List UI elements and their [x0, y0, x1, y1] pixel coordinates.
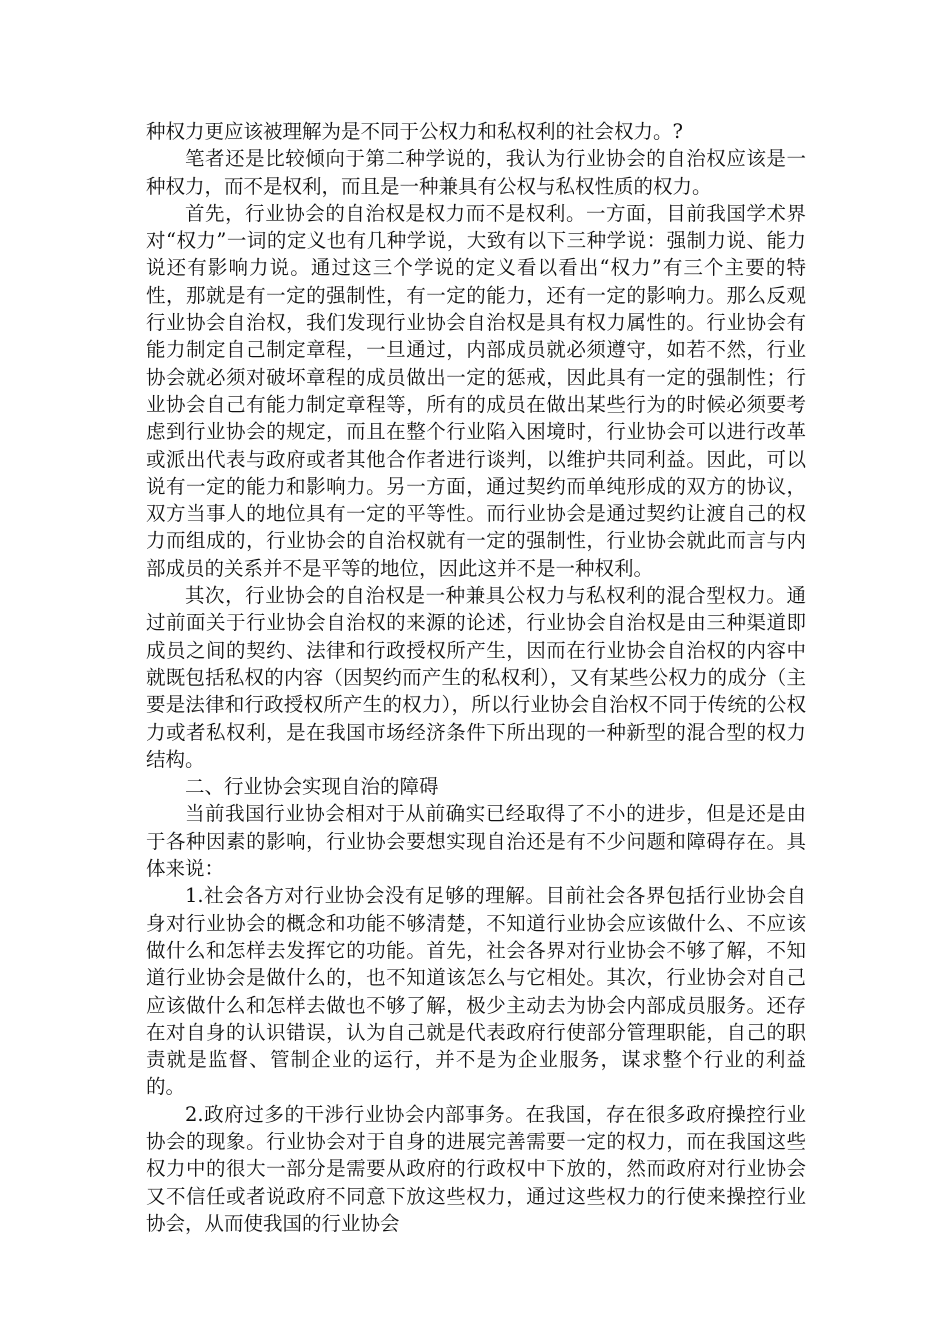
paragraph-item-1: 1.社会各方对行业协会没有足够的理解。目前社会各界包括行业协会自身对行业协会的概念和功能不够清楚，不知道行业协会应该做什么、不应该做什么和怎样去发挥它的功能。首先，社会各界对行业协会不够了解，不知道行业协会是做什么的，也不知道该怎么与它相处。其次，行业协会对自己应该做什么和怎样去做也不够了解，极少主动去为协会内部成员服务。还存在对自身的认识错误，认为自己就是代表政府行使部分管理职能，自己的职责就是监督、管制企业的运行，并不是为企业服务，谋求整个行业的利益的。	[146, 884, 806, 1099]
paragraph-author-view: 笔者还是比较倾向于第二种学说的，我认为行业协会的自治权应该是一种权力，而不是权利，而且是一种兼具有公权与私权性质的权力。	[146, 147, 806, 198]
paragraph-section-intro: 当前我国行业协会相对于从前确实已经取得了不小的进步，但是还是由于各种因素的影响，行业协会要想实现自治还是有不少问题和障碍存在。具体来说：	[146, 802, 806, 881]
section-heading: 二、行业协会实现自治的障碍	[185, 775, 439, 799]
paragraph-continuation: 种权力更应该被理解为是不同于公权力和私权利的社会权力。?	[146, 120, 683, 143]
paragraph-item-2: 2.政府过多的干涉行业协会内部事务。在我国，存在很多政府操控行业协会的现象。行业协会对于自身的进展完善需要一定的权力，而在我国这些权力中的很大一部分是需要从政府的行政权中下放的，然而政府对行业协会又不信任或者说政府不同意下放这些权力，通过这些权力的行使来操控行业协会，从而使我国的行业协会	[146, 1102, 806, 1235]
paragraph-second-point: 其次，行业协会的自治权是一种兼具公权力与私权利的混合型权力。通过前面关于行业协会自治权的来源的论述，行业协会自治权是由三种渠道即成员之间的契约、法律和行政授权所产生，因而在行业协会自治权的内容中就既包括私权的内容（因契约而产生的私权利），又有某些公权力的成分（主要是法律和行政授权所产生的权力），所以行业协会自治权不同于传统的公权力或者私权利，是在我国市场经济条件下所出现的一种新型的混合型的权力结构。	[146, 584, 806, 771]
paragraph-first-point: 首先，行业协会的自治权是权力而不是权利。一方面，目前我国学术界对“权力”一词的定义也有几种学说，大致有以下三种学说：强制力说、能力说还有影响力说。通过这三个学说的定义看以看出“权力”有三个主要的特性，那就是有一定的强制性，有一定的能力，还有一定的影响力。那么反观行业协会自治权，我们发现行业协会自治权是具有权力属性的。行业协会有能力制定自己制定章程，一旦通过，内部成员就必须遵守，如若不然，行业协会就必须对破坏章程的成员做出一定的惩戒，因此具有一定的强制性；行业协会自己有能力制定章程等，所有的成员在做出某些行为的时候必须要考虑到行业协会的规定，而且在整个行业陷入困境时，行业协会可以进行改革或派出代表与政府或者其他合作者进行谈判，以维护共同利益。因此，可以说有一定的能力和影响力。另一方面，通过契约而单纯形成的双方的协议，双方当事人的地位具有一定的平等性。而行业协会是通过契约让渡自己的权力而组成的，行业协会的自治权就有一定的强制性，行业协会就此而言与内部成员的关系并不是平等的地位，因此这并不是一种权利。	[146, 201, 806, 580]
document-body	[146, 118, 806, 1237]
